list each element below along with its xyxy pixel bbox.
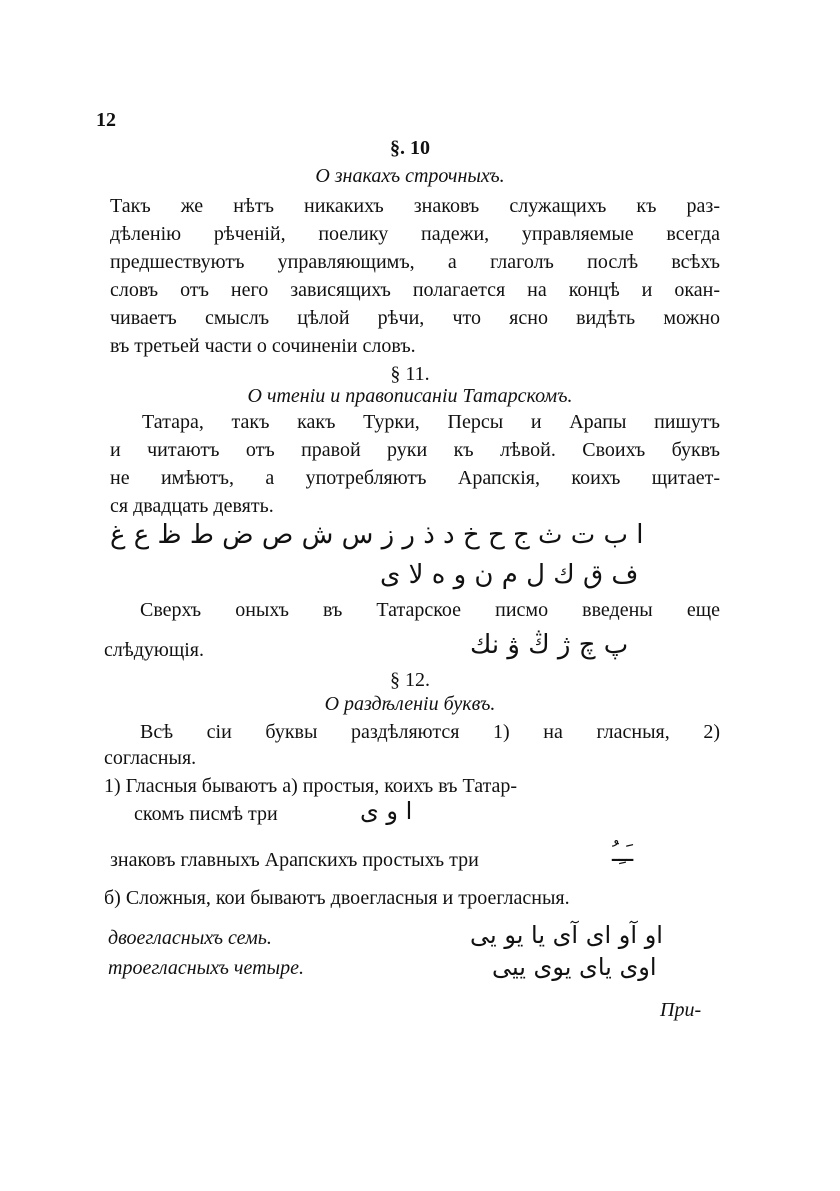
- arabic-alphabet-row-1: ا ب ت ث ج ح خ د ذ ر ز س ش ص ض ط ظ ع غ: [110, 520, 644, 550]
- simple-vowel-letters: ا و ى: [360, 797, 413, 825]
- diphthong-letters: او آو اى آى يا يو يى: [470, 921, 663, 949]
- sec10-line-5: чиваетъ смыслъ цѣлой рѣчи, что ясно видѣть можно: [110, 307, 720, 329]
- sec11-line-2: и читаютъ отъ правой руки къ лѣвой. Своихъ буквъ: [110, 439, 720, 461]
- arabic-alphabet-row-2: ف ق ك ل م ن و ه لا ى: [380, 560, 639, 590]
- section-11-heading: § 11.: [390, 363, 430, 385]
- sec11-line-1: Татара, такъ какъ Турки, Персы и Арапы пишутъ: [142, 411, 720, 433]
- sec11-line-4: ся двадцать девять.: [110, 495, 274, 517]
- section-10-heading: §. 10: [390, 137, 430, 159]
- catchword: При-: [660, 999, 702, 1021]
- triphthong-letters: اوى ياى يوى ييى: [492, 953, 657, 981]
- vowels-simple-line-1: 1) Гласныя бываютъ а) простыя, коихъ въ Татар-: [104, 775, 518, 797]
- sec10-line-4: словъ отъ него зависящихъ полагается на концѣ и окан-: [110, 279, 720, 301]
- sec11-extra-line-1: Сверхъ оныхъ въ Татарское писмо введены еще: [140, 599, 720, 621]
- vowel-signs-mark: ـَـِـُ: [612, 839, 634, 867]
- sec10-line-2: дѣленію рѣченій, поелику падежи, управляемые всегда: [110, 223, 720, 245]
- diphthongs-label: двоегласныхъ семь.: [108, 927, 272, 949]
- sec10-line-3: предшествуютъ управляющимъ, а глаголъ послѣ всѣхъ: [110, 251, 720, 273]
- triphthongs-label: троегласныхъ четыре.: [108, 957, 304, 979]
- sec10-line-6: въ третьей части о сочиненіи словъ.: [110, 335, 416, 357]
- sec12-line-2: согласныя.: [104, 747, 197, 769]
- vowels-simple-line-2: скомъ писмѣ три: [134, 803, 278, 825]
- vowel-signs-line: знаковъ главныхъ Арапскихъ простыхъ три: [110, 849, 479, 871]
- sec11-extra-line-2: слѣдующія.: [104, 639, 204, 661]
- sec11-line-3: не имѣютъ, а употребляютъ Арапскія, коихъ щитает-: [110, 467, 720, 489]
- page-number: 12: [96, 109, 116, 131]
- section-10-title: О знакахъ строчныхъ.: [315, 165, 505, 187]
- section-12-heading: § 12.: [390, 669, 430, 691]
- sec10-line-1: Такъ же нѣтъ никакихъ знаковъ служащихъ къ раз-: [110, 195, 720, 217]
- extra-tatar-letters: پ چ ژ ڭ ۋ نك: [470, 630, 629, 660]
- compound-vowels-line: б) Сложныя, кои бываютъ двоегласныя и троегласныя.: [104, 887, 570, 909]
- sec12-line-1: Всѣ сіи буквы раздѣляются 1) на гласныя, 2): [140, 721, 720, 743]
- section-12-title: О раздѣленіи буквъ.: [324, 693, 496, 715]
- section-11-title: О чтеніи и правописаніи Татарскомъ.: [247, 385, 573, 407]
